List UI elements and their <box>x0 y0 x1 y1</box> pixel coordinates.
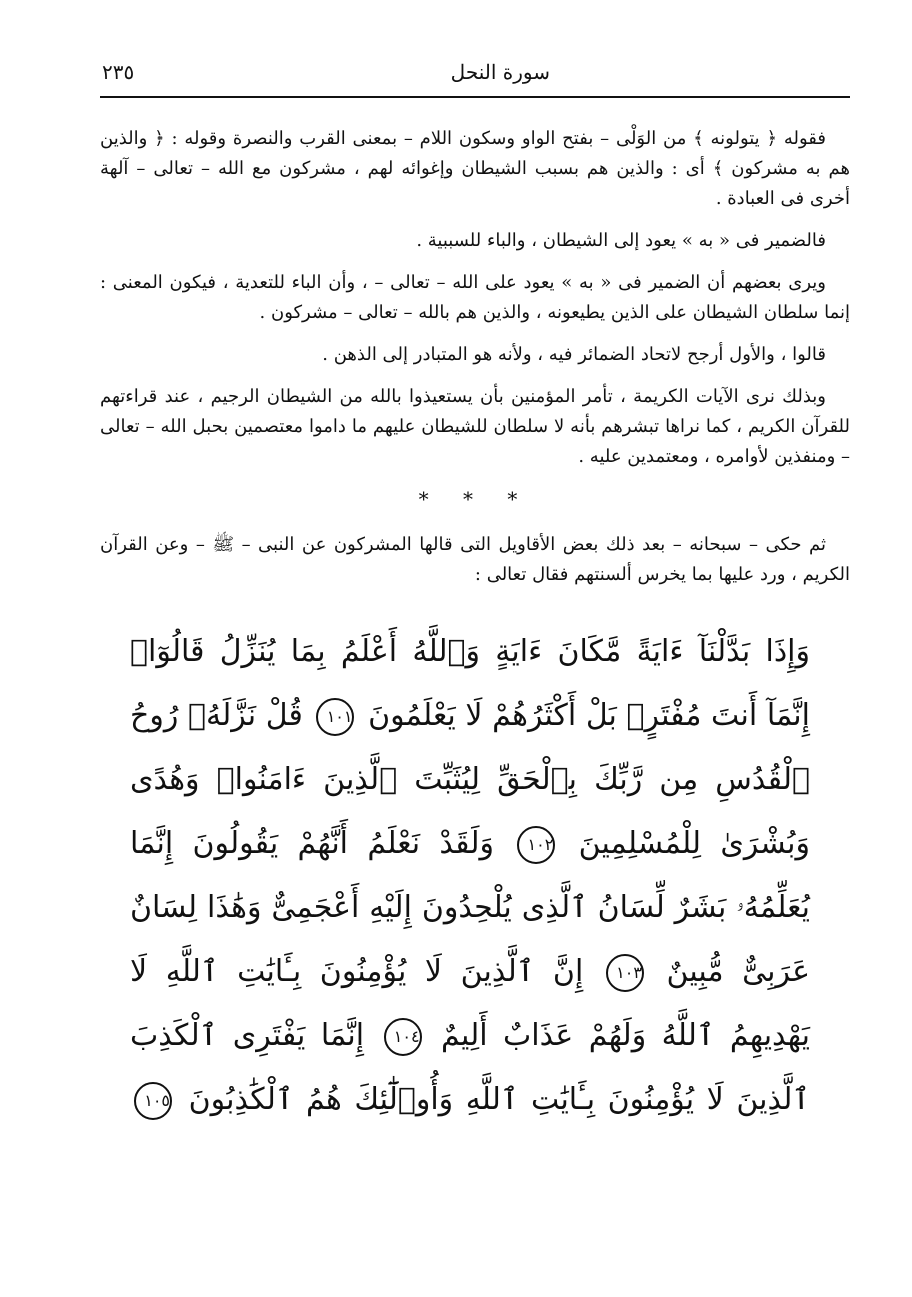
intro-paragraph: ثم حكى – سبحانه – بعد ذلك بعض الأقاويل التى قالها المشركون عن النبى – ﷺ – وعن القرآن الكريم ، ورد عليها بما يخرس ألسنتهم فقال تعالى : <box>100 534 850 585</box>
verse-text: وَلَقَدْ نَعْلَمُ أَنَّهُمْ يَقُولُونَ إِنَّمَا يُعَلِّمُهُۥ بَشَرٌ لِّسَانُ ٱلَّذِى يُلْحِدُونَ إِلَيْهِ أَعْجَمِىٌّ وَهَٰذَا لِسَانٌ عَرَبِىٌّ مُّبِينٌ <box>130 826 810 989</box>
ayah-number-marker: ١٠٥ <box>134 1082 172 1120</box>
paragraph: قالوا ، والأول أرجح لاتحاد الضمائر فيه ، ولأنه هو المتبادر إلى الذهن . <box>322 344 826 365</box>
book-page <box>100 52 850 1252</box>
verse-text: إِنَّ ٱلَّذِينَ لَا يُؤْمِنُونَ بِـَٔايَٰتِ ٱللَّهِ لَا يَهْدِيهِمُ ٱللَّهُ وَلَهُمْ عَذَابٌ أَلِيمٌ <box>130 954 810 1053</box>
verse-text: إِنَّمَا يَفْتَرِى ٱلْكَذِبَ ٱلَّذِينَ لَا يُؤْمِنُونَ بِـَٔايَٰتِ ٱللَّهِ وَأُو۟لَٰٓئِكَ هُمُ ٱلْكَٰذِبُونَ <box>130 1018 810 1117</box>
paragraph: فقوله ﴿ يتولونه ﴾ من الوَلْى – بفتح الواو وسكون اللام – بمعنى القرب والنصرة وقوله : ﴿ والذين هم به مشركون ﴾ أى : والذين هم بسبب الشيطان وإغوائه لهم ، مشركون مع الله – تعالى – آلهة أخرى فى العبادة . <box>100 128 850 209</box>
page-header <box>100 52 850 102</box>
page-number: ٢٣٥ <box>102 60 135 84</box>
section-separator: * * * <box>418 487 532 511</box>
ayah-number-marker: ١٠٣ <box>606 954 644 992</box>
paragraph: فالضمير فى « به » يعود إلى الشيطان ، والباء للسببية . <box>416 230 826 251</box>
header-rule <box>100 96 850 98</box>
verse-text: وَإِذَا بَدَّلْنَآ ءَايَةً مَّكَانَ ءَايَةٍ وَٱللَّهُ أَعْلَمُ بِمَا يُنَزِّلُ قَالُوٓا۟ إِنَّمَآ أَنتَ مُفْتَرٍۭ بَلْ أَكْثَرُهُمْ لَا يَعْلَمُونَ <box>130 634 810 733</box>
quran-verses <box>130 620 810 1132</box>
commentary-text <box>100 124 850 590</box>
paragraph: وبذلك نرى الآيات الكريمة ، تأمر المؤمنين بأن يستعيذوا بالله من الشيطان الرجيم ، عند قراءتهم للقرآن الكريم ، كما نراها تبشرهم بأنه لا سلطان للشيطان عليهم ما داموا معتصمين بحبل الله – تعالى – ومنفذين لأوامره ، ومعتمدين عليه . <box>100 386 850 467</box>
verse-text: قُلْ نَزَّلَهُۥ رُوحُ ٱلْقُدُسِ مِن رَّبِّكَ بِٱلْحَقِّ لِيُثَبِّتَ ٱلَّذِينَ ءَامَنُوا۟ وَهُدًى وَبُشْرَىٰ لِلْمُسْلِمِينَ <box>130 698 810 861</box>
paragraph: ويرى بعضهم أن الضمير فى « به » يعود على الله – تعالى – ، وأن الباء للتعدية ، فيكون المعنى : إنما سلطان الشيطان على الذين يطيعونه ، والذين هم بالله – تعالى – مشركون . <box>100 272 850 323</box>
surah-title: سورة النحل <box>450 60 550 84</box>
ayah-number-marker: ١٠٤ <box>384 1018 422 1056</box>
ayah-number-marker: ١٠٢ <box>517 826 555 864</box>
ayah-number-marker: ١٠١ <box>316 698 354 736</box>
